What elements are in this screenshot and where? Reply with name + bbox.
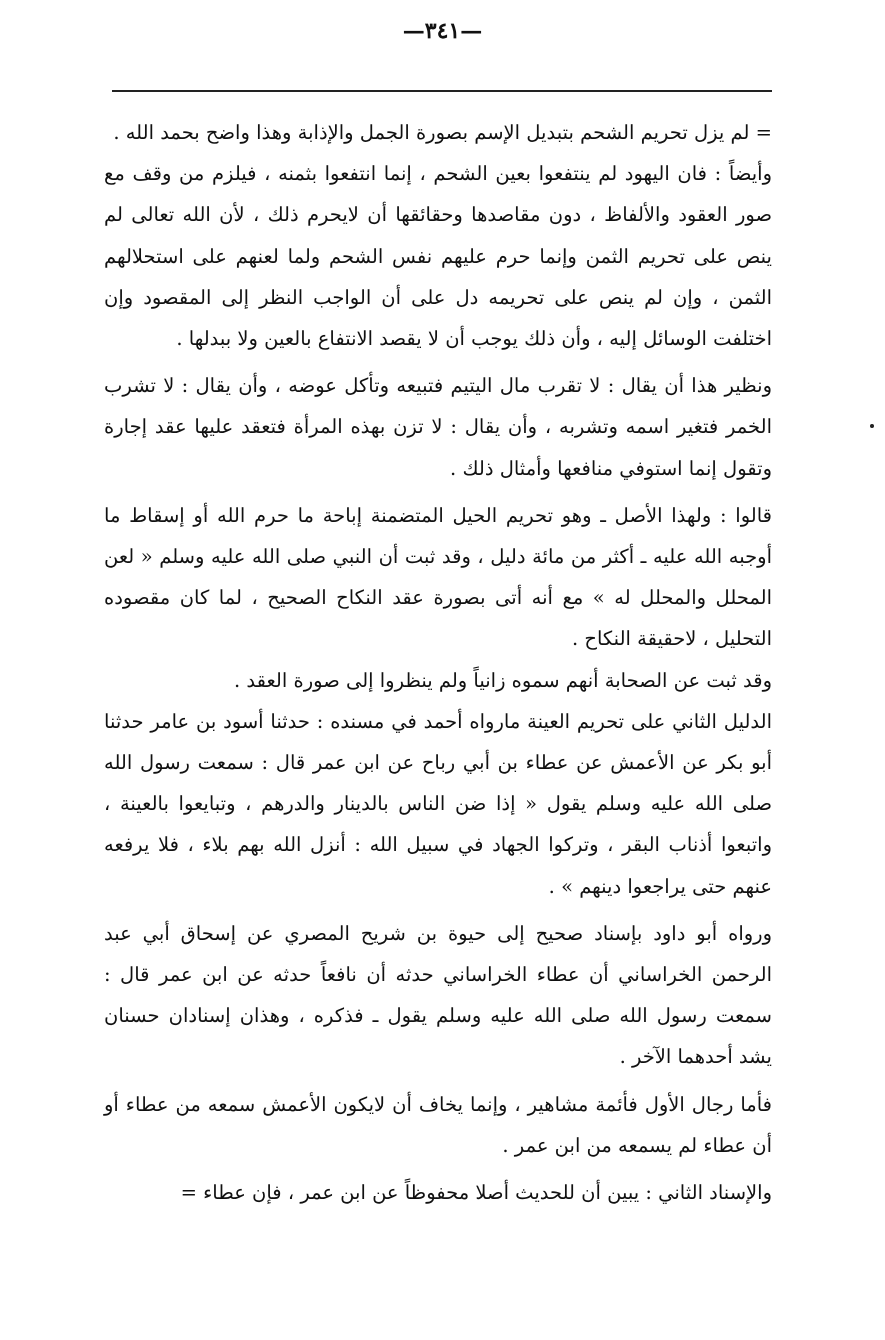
paragraph: وقد ثبت عن الصحابة أنهم سموه زانياً ولم ينظروا إلى صورة العقد .: [234, 668, 772, 692]
paragraph: وأيضاً : فان اليهود لم ينتفعوا بعين الشحم ، إنما انتفعوا بثمنه ، فيلزم من وقف مع صور العقود والألفاظ ، دون مقاصدها وحقائقها أن لايحرم ذلك ، لأن الله تعالى لم ينص على تحريم الثمن وإنما حرم عليهم نفس الشحم ولما لعنهم على استحلالهم الثمن ، وإن لم ينص على تحريمه دل على أن الواجب النظر إلى المقصود وإن اختلفت الوسائل إليه ، وأن ذلك يوجب أن لا يقصد الانتفاع بالعين ولا ببدلها .: [104, 162, 772, 351]
header-rule: [112, 90, 772, 92]
paragraph: والإسناد الثاني : يبين أن للحديث أصلا محفوظاً عن ابن عمر ، فإن عطاء =: [180, 1181, 772, 1205]
body-text: [104, 112, 772, 1213]
paragraph: ونظير هذا أن يقال : لا تقرب مال اليتيم فتبيعه وتأكل عوضه ، وأن يقال : لا تشرب الخمر فتغير اسمه وتشربه ، وأن يقال : لا تزن بهذه المرأة فتعقد عليها عقد إجارة وتقول إنما استوفي منافعها وأمثال ذلك .: [104, 374, 772, 480]
paragraph: = لم يزل تحريم الشحم بتبديل الإسم بصورة الجمل والإذابة وهذا واضح بحمد الله .: [113, 121, 772, 144]
paragraph: فأما رجال الأول فأئمة مشاهير ، وإنما يخاف أن لايكون الأعمش سمعه من عطاء أو أن عطاء لم يسمعه من ابن عمر .: [104, 1092, 772, 1157]
paragraph: قالوا : ولهذا الأصل ـ وهو تحريم الحيل المتضمنة إباحة ما حرم الله أو إسقاط ما أوجبه الله عليه ـ أكثر من مائة دليل ، وقد ثبت أن النبي صلى الله عليه وسلم « لعن المحلل والمحلل له » مع أنه أتى بصورة عقد النكاح الصحيح ، لما كان مقصوده التحليل ، لاحقيقة النكاح .: [104, 503, 772, 651]
page-number: —٣٤١—: [402, 18, 483, 44]
paragraph: ورواه أبو داود بإسناد صحيح إلى حيوة بن شريح المصري عن إسحاق أبي عبد الرحمن الخراساني أن عطاء الخراساني حدثه أن نافعاً حدثه عن ابن عمر قال : سمعت رسول الله صلى الله عليه وسلم يقول ـ فذكره ، وهذان إسنادان حسنان يشد أحدهما الآخر .: [104, 921, 772, 1069]
paragraph: الدليل الثاني على تحريم العينة مارواه أحمد في مسنده : حدثنا أسود بن عامر حدثنا أبو بكر عن الأعمش عن عطاء بن أبي رباح عن ابن عمر قال : سمعت رسول الله صلى الله عليه وسلم يقول « إذا ضن الناس بالدينار والدرهم ، وتبايعوا بالعينة ، واتبعوا أذناب البقر ، وتركوا الجهاد في سبيل الله : أنزل الله بهم بلاء ، فلا يرفعه عنهم حتى يراجعوا دينهم » .: [104, 709, 772, 898]
margin-speck: [870, 424, 874, 428]
